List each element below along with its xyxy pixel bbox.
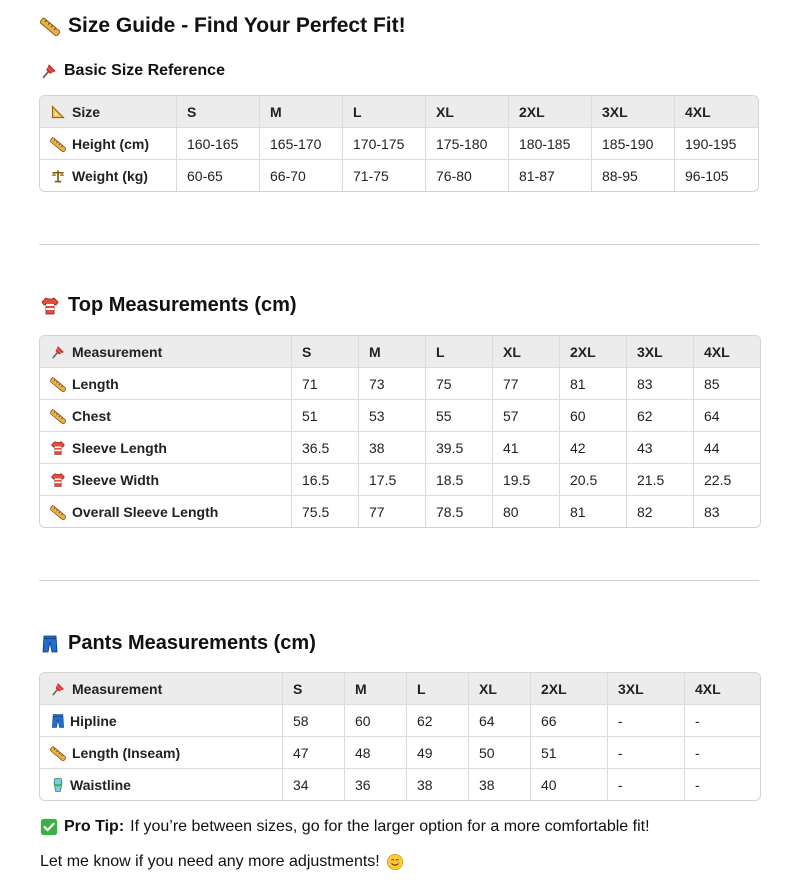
header-cell: 2XL (560, 336, 627, 368)
pro-tip-label: Pro Tip: (64, 818, 125, 835)
page-title (40, 14, 406, 38)
jeans-icon (40, 634, 60, 654)
row-label: Height (cm) (40, 128, 177, 160)
table-cell: 60 (345, 705, 407, 737)
table-cell: 81-87 (509, 160, 592, 191)
table-row (40, 496, 760, 527)
table-cell: 180-185 (509, 128, 592, 160)
table-cell: 39.5 (426, 432, 493, 464)
table-cell: 58 (283, 705, 345, 737)
row-label: Hipline (40, 705, 283, 737)
table-cell: 47 (283, 737, 345, 769)
table-row (40, 400, 760, 432)
table-cell: 57 (493, 400, 560, 432)
table-cell: 38 (359, 432, 426, 464)
header-cell-size: Size (40, 96, 177, 128)
table-cell: 77 (359, 496, 426, 527)
table-row (40, 368, 760, 400)
header-cell: XL (426, 96, 509, 128)
balance-scale-icon (50, 168, 66, 184)
section-divider (39, 244, 759, 245)
table-cell: 38 (407, 769, 469, 800)
header-cell-measurement: Measurement (40, 673, 283, 705)
pro-tip-text: If you’re between sizes, go for the larger option for a more comfortable fit! (130, 818, 650, 835)
table-cell: 85 (694, 368, 760, 400)
table-header-row (40, 336, 760, 368)
table-cell: - (685, 705, 760, 737)
table-cell: 71-75 (343, 160, 426, 191)
table-cell: 22.5 (694, 464, 760, 496)
table-cell: 51 (531, 737, 608, 769)
top-measurements-heading (40, 294, 297, 317)
table-cell: 160-165 (177, 128, 260, 160)
basic-size-heading-text: Basic Size Reference (64, 62, 225, 79)
ruler-icon (50, 745, 66, 761)
table-cell: 50 (469, 737, 531, 769)
section-divider (39, 580, 759, 581)
pushpin-icon (50, 681, 66, 697)
waistline-icon (50, 777, 66, 793)
header-cell: 2XL (531, 673, 608, 705)
closing-text: Let me know if you need any more adjustments! (40, 853, 380, 870)
table-header-row (40, 96, 758, 128)
table-cell: 55 (426, 400, 493, 432)
header-cell: M (345, 673, 407, 705)
table-row (40, 464, 760, 496)
basic-size-table (39, 95, 759, 192)
table-cell: 88-95 (592, 160, 675, 191)
table-cell: 38 (469, 769, 531, 800)
pants-measurements-heading-text: Pants Measurements (cm) (68, 632, 316, 654)
row-label: Sleeve Length (40, 432, 292, 464)
row-label: Weight (kg) (40, 160, 177, 191)
table-header-row (40, 673, 760, 705)
ruler-icon (50, 408, 66, 424)
table-cell: 76-80 (426, 160, 509, 191)
table-cell: 41 (493, 432, 560, 464)
table-cell: 43 (627, 432, 694, 464)
table-cell: 60 (560, 400, 627, 432)
ruler-icon (40, 16, 60, 36)
table-cell: 83 (627, 368, 694, 400)
row-label: Overall Sleeve Length (40, 496, 292, 527)
row-label: Length (Inseam) (40, 737, 283, 769)
ruler-icon (50, 136, 66, 152)
table-cell: 80 (493, 496, 560, 527)
table-cell: - (608, 737, 685, 769)
header-cell: S (283, 673, 345, 705)
table-cell: - (685, 737, 760, 769)
table-row (40, 769, 760, 800)
table-cell: 77 (493, 368, 560, 400)
row-label: Sleeve Width (40, 464, 292, 496)
table-row (40, 432, 760, 464)
table-cell: 190-195 (675, 128, 758, 160)
pants-measurements-table (39, 672, 761, 801)
table-cell: 62 (627, 400, 694, 432)
table-cell: 81 (560, 368, 627, 400)
table-row (40, 737, 760, 769)
header-cell: 3XL (592, 96, 675, 128)
header-cell: 4XL (675, 96, 758, 128)
pushpin-icon (50, 344, 66, 360)
table-cell: 48 (345, 737, 407, 769)
row-label: Length (40, 368, 292, 400)
ruler-icon (50, 504, 66, 520)
table-cell: 165-170 (260, 128, 343, 160)
shirt-icon (50, 472, 66, 488)
row-label: Chest (40, 400, 292, 432)
header-cell: L (343, 96, 426, 128)
closing-message (40, 853, 404, 871)
table-cell: 96-105 (685, 167, 729, 184)
pro-tip (40, 818, 650, 836)
pants-measurements-heading (40, 632, 316, 655)
table-row (40, 160, 758, 191)
header-cell: S (177, 96, 260, 128)
header-cell-measurement: Measurement (40, 336, 292, 368)
table-row (40, 705, 760, 737)
header-cell: L (407, 673, 469, 705)
table-cell: 36.5 (292, 432, 359, 464)
table-cell: 42 (560, 432, 627, 464)
header-cell: 4XL (694, 336, 760, 368)
header-cell: M (359, 336, 426, 368)
table-cell: 18.5 (426, 464, 493, 496)
table-cell: 81 (560, 496, 627, 527)
table-cell: 51 (292, 400, 359, 432)
top-measurements-table (39, 335, 761, 528)
table-cell: 78.5 (426, 496, 493, 527)
table-cell: 40 (531, 769, 608, 800)
table-cell: 17.5 (359, 464, 426, 496)
page-title-text: Size Guide - Find Your Perfect Fit! (68, 14, 406, 37)
table-row (40, 128, 758, 160)
table-cell: 36 (345, 769, 407, 800)
table-cell: 49 (407, 737, 469, 769)
header-cell: XL (493, 336, 560, 368)
header-cell: 3XL (627, 336, 694, 368)
header-cell: L (426, 336, 493, 368)
table-cell: 64 (694, 400, 760, 432)
row-label: Waistline (40, 769, 283, 800)
header-cell: 4XL (685, 673, 760, 705)
table-cell: 66-70 (260, 160, 343, 191)
jeans-icon (50, 713, 66, 729)
header-cell: M (260, 96, 343, 128)
table-cell: 175-180 (426, 128, 509, 160)
header-cell: S (292, 336, 359, 368)
table-cell: 75 (426, 368, 493, 400)
table-cell: - (608, 769, 685, 800)
table-cell: 16.5 (292, 464, 359, 496)
table-cell: - (695, 776, 700, 793)
table-cell: 73 (359, 368, 426, 400)
table-cell: 21.5 (627, 464, 694, 496)
table-cell: 60-65 (177, 160, 260, 191)
table-cell: 83 (704, 503, 720, 520)
triangle-ruler-icon (50, 104, 66, 120)
header-cell: 3XL (608, 673, 685, 705)
table-cell: 170-175 (343, 128, 426, 160)
table-cell: 75.5 (292, 496, 359, 527)
ruler-icon (50, 376, 66, 392)
table-cell: - (608, 705, 685, 737)
table-cell: 62 (407, 705, 469, 737)
table-cell: 44 (694, 432, 760, 464)
table-cell: 34 (283, 769, 345, 800)
table-cell: 71 (292, 368, 359, 400)
table-cell: 66 (531, 705, 608, 737)
top-measurements-heading-text: Top Measurements (cm) (68, 294, 297, 316)
table-cell: 19.5 (493, 464, 560, 496)
check-mark-icon (40, 818, 58, 836)
header-cell: XL (469, 673, 531, 705)
pushpin-icon (40, 62, 58, 80)
basic-size-heading (40, 62, 225, 80)
smiling-face-icon (386, 853, 404, 871)
shirt-icon (40, 296, 60, 316)
table-cell: 64 (469, 705, 531, 737)
table-cell: 82 (627, 496, 694, 527)
table-cell: 20.5 (560, 464, 627, 496)
table-cell: 53 (359, 400, 426, 432)
table-cell: 185-190 (592, 128, 675, 160)
shirt-icon (50, 440, 66, 456)
header-cell: 2XL (509, 96, 592, 128)
